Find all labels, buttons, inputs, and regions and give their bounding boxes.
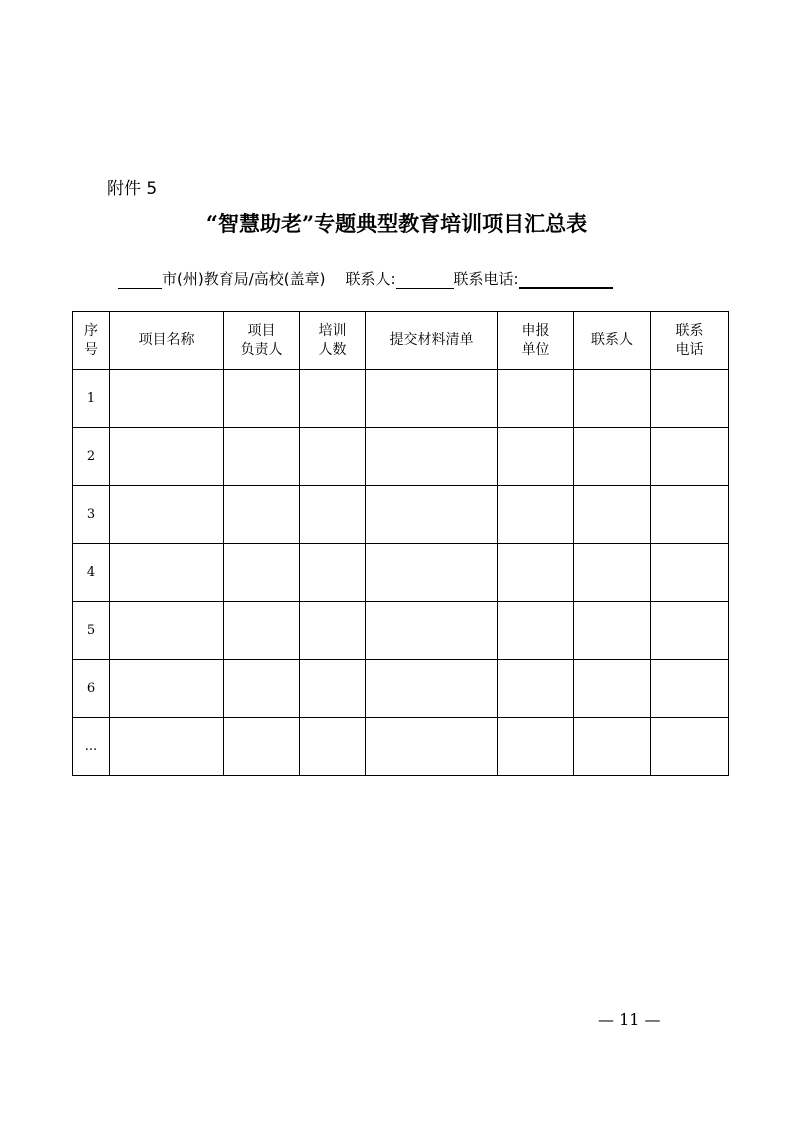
table-cell[interactable] bbox=[224, 370, 300, 428]
table-cell[interactable] bbox=[498, 370, 574, 428]
table-cell[interactable] bbox=[224, 602, 300, 660]
table-cell[interactable] bbox=[366, 602, 498, 660]
phone-label: 联系电话: bbox=[453, 270, 519, 288]
table-row bbox=[73, 718, 729, 776]
header-text-line: 单位 bbox=[521, 341, 550, 358]
table-cell[interactable] bbox=[110, 602, 224, 660]
table-cell[interactable] bbox=[300, 544, 366, 602]
table-cell[interactable] bbox=[574, 544, 651, 602]
table-cell[interactable] bbox=[574, 428, 651, 486]
table-row bbox=[73, 544, 729, 602]
table-cell[interactable] bbox=[498, 718, 574, 776]
table-cell[interactable] bbox=[300, 660, 366, 718]
summary-table bbox=[72, 311, 729, 776]
header-text-line: 负责人 bbox=[240, 341, 283, 358]
table-cell[interactable] bbox=[574, 718, 651, 776]
table-cell[interactable] bbox=[498, 660, 574, 718]
header-text-line: 提交材料清单 bbox=[389, 332, 474, 348]
row-serial: 6 bbox=[73, 660, 110, 718]
table-cell[interactable] bbox=[651, 544, 729, 602]
table-cell[interactable] bbox=[498, 602, 574, 660]
page-number: — 11 — bbox=[598, 1010, 661, 1029]
table-row bbox=[73, 660, 729, 718]
table-cell[interactable] bbox=[651, 602, 729, 660]
col-header-project-name bbox=[110, 312, 224, 370]
header-text-line: 电话 bbox=[675, 341, 704, 358]
table-cell[interactable] bbox=[498, 428, 574, 486]
contact-blank[interactable] bbox=[396, 272, 454, 289]
table-body bbox=[73, 370, 729, 776]
table-cell[interactable] bbox=[651, 370, 729, 428]
table-cell[interactable] bbox=[574, 370, 651, 428]
table-cell[interactable] bbox=[110, 428, 224, 486]
city-blank[interactable] bbox=[118, 272, 162, 289]
table-row bbox=[73, 486, 729, 544]
row-serial: ... bbox=[73, 718, 110, 776]
col-header-phone bbox=[651, 312, 729, 370]
header-text-line: 人数 bbox=[318, 341, 347, 358]
document-title: “智慧助老”专题典型教育培训项目汇总表 bbox=[205, 211, 588, 236]
table-cell[interactable] bbox=[224, 486, 300, 544]
table-cell[interactable] bbox=[366, 370, 498, 428]
table-cell[interactable] bbox=[651, 718, 729, 776]
col-header-trainee-count bbox=[300, 312, 366, 370]
table-cell[interactable] bbox=[366, 544, 498, 602]
header-text-line: 序 bbox=[84, 322, 98, 339]
table-cell[interactable] bbox=[224, 428, 300, 486]
header-text-line: 项目名称 bbox=[138, 332, 195, 348]
table-cell[interactable] bbox=[498, 544, 574, 602]
col-header-project-lead bbox=[224, 312, 300, 370]
contact-label: 联系人: bbox=[345, 270, 396, 288]
table-cell[interactable] bbox=[366, 660, 498, 718]
table-cell[interactable] bbox=[366, 428, 498, 486]
row-serial: 4 bbox=[73, 544, 110, 602]
table-cell[interactable] bbox=[300, 718, 366, 776]
header-text-line: 联系人 bbox=[591, 332, 633, 348]
col-header-contact bbox=[574, 312, 651, 370]
table-cell[interactable] bbox=[300, 370, 366, 428]
city-suffix-label: 市(州)教育局/高校(盖章) bbox=[162, 270, 326, 288]
table-row bbox=[73, 370, 729, 428]
table-cell[interactable] bbox=[224, 718, 300, 776]
table-cell[interactable] bbox=[300, 486, 366, 544]
col-header-serial bbox=[73, 312, 110, 370]
table-cell[interactable] bbox=[224, 544, 300, 602]
header-fields bbox=[118, 268, 613, 289]
header-text-line: 号 bbox=[84, 341, 98, 358]
row-serial: 1 bbox=[73, 370, 110, 428]
row-serial: 2 bbox=[73, 428, 110, 486]
header-text-line: 联系 bbox=[675, 322, 704, 339]
table-cell[interactable] bbox=[110, 486, 224, 544]
table-cell[interactable] bbox=[224, 660, 300, 718]
table-cell[interactable] bbox=[651, 660, 729, 718]
table-cell[interactable] bbox=[366, 718, 498, 776]
col-header-applicant-unit bbox=[498, 312, 574, 370]
table-cell[interactable] bbox=[110, 660, 224, 718]
table-cell[interactable] bbox=[366, 486, 498, 544]
table-cell[interactable] bbox=[574, 660, 651, 718]
table-cell[interactable] bbox=[110, 718, 224, 776]
table-cell[interactable] bbox=[110, 544, 224, 602]
table-cell[interactable] bbox=[300, 602, 366, 660]
table-cell[interactable] bbox=[574, 486, 651, 544]
header-row bbox=[73, 312, 729, 370]
table-cell[interactable] bbox=[574, 602, 651, 660]
row-serial: 5 bbox=[73, 602, 110, 660]
table-row bbox=[73, 428, 729, 486]
table-cell[interactable] bbox=[300, 428, 366, 486]
phone-blank[interactable] bbox=[519, 271, 613, 289]
attachment-label: 附件 5 bbox=[107, 179, 158, 199]
row-serial: 3 bbox=[73, 486, 110, 544]
table-cell[interactable] bbox=[110, 370, 224, 428]
table-cell[interactable] bbox=[651, 428, 729, 486]
header-text-line: 项目 bbox=[247, 322, 276, 339]
header-text-line: 申报 bbox=[521, 322, 550, 339]
table-cell[interactable] bbox=[498, 486, 574, 544]
col-header-materials-list bbox=[366, 312, 498, 370]
table-row bbox=[73, 602, 729, 660]
table-cell[interactable] bbox=[651, 486, 729, 544]
header-text-line: 培训 bbox=[318, 322, 347, 339]
